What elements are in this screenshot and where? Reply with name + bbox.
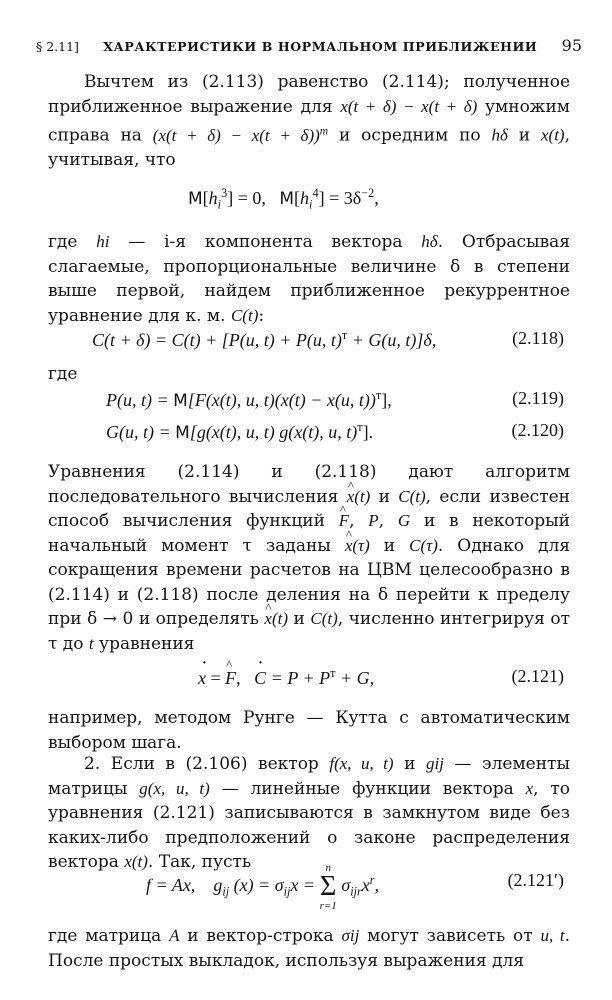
text: 2. Если в (2.106) вектор [84,754,330,774]
text: , учитывая, что [48,125,570,171]
text: , [349,511,369,531]
text: . Так, пусть [147,852,252,872]
text: . Однако для сокращения времени расчетов на ЦВМ целесообразно в (2.114) и (2.118) после деления на δ перейти к пределу при δ → 0 и определять [48,535,570,629]
header-section: § 2.11] [36,39,79,54]
math-inline: x(t) [124,852,148,871]
text: уравнения [93,633,195,654]
text: где матрица [48,926,170,946]
text: , то уравнения (2.121) записываются в замкнутом виде без каких-либо предположений о законе распределения вектора [48,778,570,872]
math-inline: x [525,778,534,798]
equation-moments: $M[h_i^3] = 0$, $M[h_i^4] = 3\delta^{-2}$, [188,186,379,212]
sum-lower: r=1 [319,900,337,912]
equation-number: (2.118) [512,328,564,348]
text: . Отбрасывая слагаемые, пропорциональные величине δ в степени выше первой, найдем приближенное рекуррентное уравнение для к. м. [48,232,570,326]
running-header [36,36,582,55]
equation-number: (2.121) [511,666,564,686]
text: и [393,754,426,774]
text: — линейные функции вектора [209,778,526,799]
math-inline: f(x, u, t) [329,754,394,773]
math: , [374,188,379,208]
math-inline: G [397,511,411,530]
equation-2118: C(t + δ) = C(t) + [P(u, t) + P(u, t)$^т$ + G(u, t)]δ, (2.118) [92,328,564,350]
math-inline: C(τ) [409,535,438,555]
math-inline: σij [341,926,360,945]
math-inline: P [368,511,379,530]
text: , [378,511,398,531]
equation-2120: G(u, t) = M[g(x(t), u, t) g(x(t), u, t)$^т$]. (2.120) [106,420,564,443]
math-inline: hi [96,232,110,251]
math: , [236,668,255,688]
text: умножим справа на [48,96,570,146]
header-title: ХАРАКТЕРИСТИКИ В НОРМАЛЬНОМ ПРИБЛИЖЕНИИ [103,39,538,54]
text: , если известен способ вычисления функций [48,486,570,531]
math-inline: $(x(t + \delta) - x(t + \delta))^т$ [152,124,329,145]
math-inline: hδ [421,232,438,251]
text: и вектор-строка [179,926,342,946]
math: = 3δ [329,188,362,208]
math-inline: x(t + δ) − x(t + δ) [340,96,478,116]
math-inline: u, t [540,926,565,945]
math: [F(x(t), u, t)(x(t) − x(u, t)) [187,390,376,410]
math: G(u, t) = [106,422,176,442]
sum-upper: n [325,862,331,874]
math: g [213,875,223,896]
text: и [288,609,311,629]
math: = [206,668,226,688]
math-inline: C(t) [310,609,338,628]
math: ], [381,390,392,410]
math: + G, [335,668,375,688]
math: (x) = σ [229,875,284,896]
text: — элементы матрицы [48,754,570,799]
math: ^ F [225,668,236,689]
math: x = [290,875,320,896]
text: Вычтем из (2.113) равенство (2.114); полученное приближенное выражение для [48,72,570,117]
paragraph-2 [48,230,570,328]
math-inline: gij [425,754,444,773]
text: и [369,535,410,556]
math: x [361,875,370,896]
math-inline: ^ x(t) [347,485,371,510]
text: Уравнения (2.114) и (2.118) дают алгоритм последовательного вычисления [48,462,570,507]
math: · C [254,668,266,689]
text: , численно интегрируя от τ до [48,609,571,654]
math: = 0, [237,188,266,208]
paragraph-3: где [48,364,78,384]
math-inline: g(x, u, t) [139,778,210,798]
math: σ [341,875,351,896]
text: и в некоторый начальный момент τ заданы [48,511,571,556]
equation-2121: · x = ^ F, · $C = P + P^т + G$, (2.121) [48,666,570,696]
paragraph-4 [48,460,570,656]
equation-2119: P(u, t) = M[F(x(t), u, t)(x(t) − x(u, t))$^т$], (2.119) [106,388,564,411]
math: ]. [362,422,374,442]
equation-number: (2.121′) [507,870,564,890]
math: P(u, t) = [106,390,174,410]
text: : [258,305,265,326]
math: −2 [361,186,375,200]
math: C(t + δ) = C(t) + [P(u, t) + P(u, t) [92,330,342,350]
expectation-symbol: M [188,189,203,209]
text: и осредним по [328,125,492,146]
equation-number: (2.120) [511,420,564,440]
paragraph-5: например, методом Рунге — Кутта с автоматическим выбором шага. [48,708,570,753]
equation-2121-prime: f = Ax, $g_{ij}$ $(x) = \sigma_{ij}x$ = n Σ r=1 $\sigma_{ijr}x^r$, (2.121′) [146,862,564,912]
math-inline: C(t) [230,305,259,325]
math-inline: hδ [491,125,508,145]
math: · x [198,668,206,689]
text: и [370,486,399,507]
math-inline: x(t) [541,125,565,145]
equation-number: (2.119) [512,388,564,408]
math: h [208,188,218,208]
text: — i-я компонента вектора [109,232,422,252]
text: . После простых выкладок, используя выражения для [48,926,570,971]
math-inline: ^ x(t) [264,607,288,632]
math: + G(u, t)]δ, [347,330,437,350]
text: могут зависеть от [359,926,541,946]
math-inline: ^ x(τ) [345,534,370,559]
math-inline: A [169,926,180,945]
summation: n Σ r=1 [319,862,337,912]
math-inline: C(t) [398,486,426,506]
text: где [48,232,97,252]
math: f = Ax, [146,875,196,896]
paragraph-1 [48,70,570,173]
page-number: 95 [561,36,582,55]
math: [g(x(t), u, t) g(x(t), u, t) [189,422,358,442]
math-inline: t [88,633,94,653]
math: = P + P [266,668,331,688]
text: и [507,125,541,146]
math: , [374,875,380,896]
paragraph-7 [48,924,570,973]
math-inline: ^ F [339,509,349,534]
